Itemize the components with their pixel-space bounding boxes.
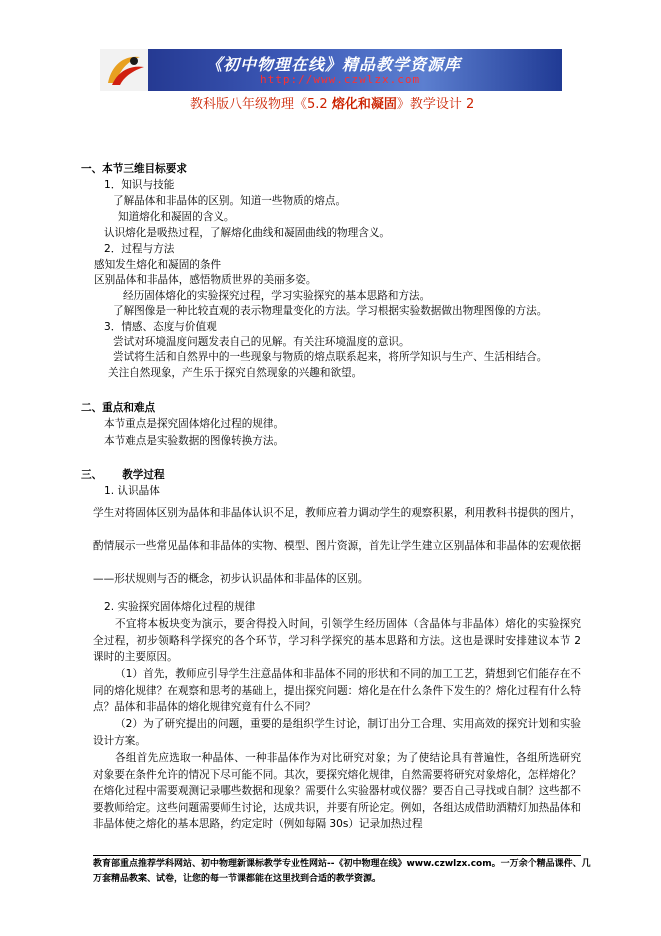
- section2-line1: 本节重点是探究固体熔化过程的规律。: [104, 418, 285, 430]
- page-title-suffix: 》教学设计 2: [396, 97, 475, 112]
- section1-line1: 了解晶体和非晶体的区别。知道一些物质的熔点。: [113, 195, 347, 207]
- header-banner: [100, 49, 562, 91]
- section1-line4: 感知发生熔化和凝固的条件: [94, 259, 222, 271]
- footer-divider: [93, 855, 581, 856]
- banner-title: 《初中物理在线》精品教学资源库: [206, 55, 462, 74]
- page-title-emphasis: 熔化和凝固: [331, 97, 397, 112]
- section3-sub1: 1. 认识晶体: [104, 485, 160, 497]
- section1-line5: 区别晶体和非晶体，感悟物质世界的美丽多姿。: [94, 274, 317, 286]
- section3-heading-text: 教学过程: [122, 469, 165, 481]
- section1-sub3: 3．情感、态度与价值观: [104, 321, 217, 333]
- page-title: [190, 93, 474, 112]
- section1-line6: 经历固体熔化的实验探究过程，学习实验探究的基本思路和方法。: [123, 290, 431, 302]
- section2-heading: 二、重点和难点: [81, 402, 156, 414]
- section3-paragraph4: （2）为了研究提出的问题，重要的是组织学生讨论，制订出分工合理、实用高效的探究计划和实验设计方案。: [93, 718, 581, 747]
- banner-url[interactable]: http://www.czwlzx.com: [260, 73, 421, 86]
- section1-line3: 认识熔化是吸热过程，了解熔化曲线和凝固曲线的物理含义。: [104, 227, 391, 239]
- section3-paragraph1: 学生对将固体区别为晶体和非晶体认识不足，教师应着力调动学生的观察积累，利用教科书提供的图片，酌情展示一些常见晶体和非晶体的实物、模型、图片资源，首先让学生建立区别晶体和非晶体的宏观依据——形状规则与否的概念，初步认识晶体和非晶体的区别。: [93, 507, 581, 585]
- section3-paragraph2: 不宜将本板块变为演示，要舍得投入时间，引领学生经历固体（含晶体与非晶体）熔化的实验探究全过程，初步领略科学探究的各个环节，学习科学探究的基本思路和方法。这也是课时安排建议本节 2 课时的主要原因。: [93, 618, 581, 663]
- section3-sub2: 2. 实验探究固体熔化过程的规律: [104, 601, 256, 613]
- site-logo-icon: [100, 49, 148, 91]
- section3-paragraph3: （1）首先，教师应引导学生注意晶体和非晶体不同的形状和不同的加工工艺，猜想到它们能存在不同的熔化规律？在观察和思考的基础上，提出探究问题：熔化是在什么条件下发生的？熔化过程有什么特点？晶体和非晶体的熔化规律究竟有什么不同？: [93, 668, 581, 713]
- footer-note: 教育部重点推荐学科网站、初中物理新课标教学专业性网站--《初中物理在线》www.czwlzx.com。一万余个精品课件、几万套精品教案、试卷，让您的每一节课都能在这里找到合适的教学资源。: [93, 859, 591, 884]
- section1-line9: 尝试将生活和自然界中的一些现象与物质的熔点联系起来，将所学知识与生产、生活相结合。: [113, 351, 548, 363]
- section2-line2: 本节难点是实验数据的图像转换方法。: [104, 435, 285, 447]
- section1-line2: 知道熔化和凝固的含义。: [118, 211, 235, 223]
- section3-heading: [81, 468, 165, 482]
- section1-line7: 了解图像是一种比较直观的表示物理量变化的方法。学习根据实验数据做出物理图像的方法。: [113, 305, 548, 317]
- section1-sub1: 1．知识与技能: [104, 179, 175, 191]
- page-title-prefix: 教科版八年级物理《5.2: [190, 97, 332, 112]
- section1-line8: 尝试对环境温度问题发表自己的见解。有关注环境温度的意识。: [113, 336, 410, 348]
- section1-sub2: 2．过程与方法: [104, 243, 175, 255]
- section1-line10: 关注自然现象，产生乐于探究自然现象的兴趣和欲望。: [108, 367, 363, 379]
- section3-heading-num: 三、: [81, 469, 103, 481]
- section3-paragraph5: 各组首先应选取一种晶体、一种非晶体作为对比研究对象；为了使结论具有普遍性，各组所选研究对象要在条件允许的情况下尽可能不同。其次，要探究熔化规律，自然需要将研究对象熔化，怎样熔化？在熔化过程中需要观测记录哪些数据和现象？需要什么实验器材或仪器？要否自己寻找或自制？这些都不要教师给定。这些问题需要师生讨论，达成共识，并要有所论定。例如，各组达成借助酒精灯加热晶体和非晶体使之熔化的基本思路，约定定时（例如每隔 30s）记录加热过程: [93, 752, 581, 830]
- section1-heading: 一、本节三维目标要求: [81, 163, 187, 175]
